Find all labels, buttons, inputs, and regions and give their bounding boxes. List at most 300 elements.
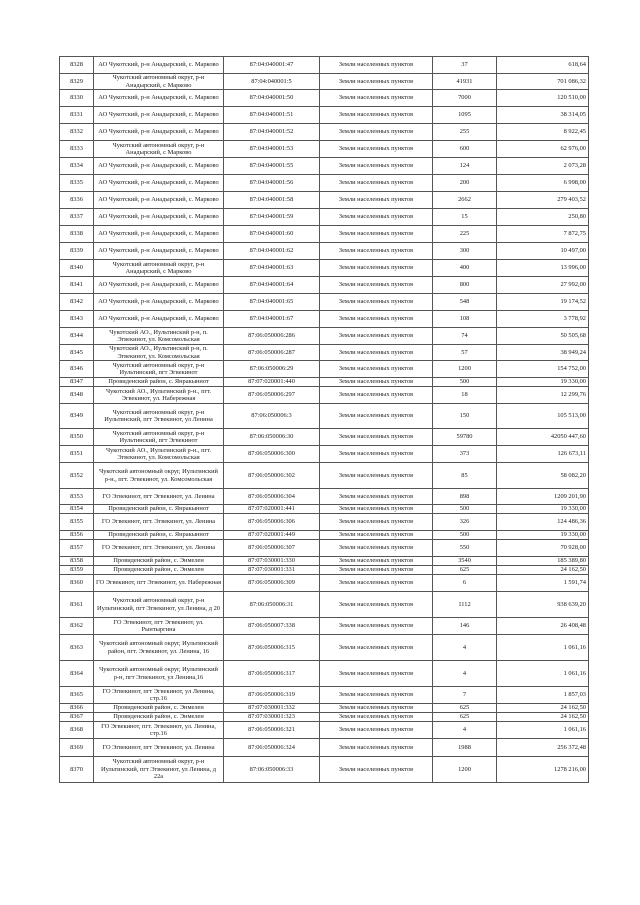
row-address: АО Чукотский, р-н Анадырский, с. Марково bbox=[94, 57, 224, 74]
table-row bbox=[60, 226, 589, 243]
row-cadastral-number: 87:06:050006:319 bbox=[224, 687, 320, 704]
row-cadastral-value: 618,64 bbox=[497, 57, 589, 74]
row-number: 8355 bbox=[60, 514, 94, 531]
row-land-category: Земли населенных пунктов bbox=[320, 158, 433, 175]
row-address: Чукотский АО., Иультинский р-н., пгт. Эгвекинот, ул. Набережная bbox=[94, 387, 224, 404]
row-cadastral-value: 6 998,00 bbox=[497, 175, 589, 192]
row-land-category: Земли населенных пунктов bbox=[320, 704, 433, 713]
table-row bbox=[60, 328, 589, 345]
row-cadastral-value: 24 162,50 bbox=[497, 713, 589, 722]
table-row bbox=[60, 661, 589, 687]
row-cadastral-value: 19 330,00 bbox=[497, 505, 589, 514]
row-address: Чукотский автономный округ, Иультинский р-н, пгт Эгвекинот, ул Ленина,16 bbox=[94, 661, 224, 687]
row-cadastral-value: 105 513,00 bbox=[497, 404, 589, 429]
row-area: 124 bbox=[433, 158, 497, 175]
row-land-category: Земли населенных пунктов bbox=[320, 243, 433, 260]
row-cadastral-number: 87:06:050006:31 bbox=[224, 592, 320, 618]
table-row bbox=[60, 378, 589, 387]
table-row bbox=[60, 57, 589, 74]
row-cadastral-number: 87:04:040001:52 bbox=[224, 124, 320, 141]
row-number: 8362 bbox=[60, 618, 94, 635]
land-register-table bbox=[59, 56, 589, 783]
table-row bbox=[60, 209, 589, 226]
row-address: ГО Эгвекинот, пгт Эгвекинот, ул Ленина, стр.16 bbox=[94, 687, 224, 704]
table-row bbox=[60, 592, 589, 618]
row-land-category: Земли населенных пунктов bbox=[320, 722, 433, 739]
row-area: 500 bbox=[433, 378, 497, 387]
row-address: Чукотский автономный округ, р-н Иультинский, пгт Эгвекинот, ул Ленина bbox=[94, 404, 224, 429]
row-area: 150 bbox=[433, 404, 497, 429]
row-address: АО Чукотский, р-н Анадырский, с. Марково bbox=[94, 209, 224, 226]
row-address: Чукотский АО., Иультинский р-н, п. Эгвекинот, ул. Комсомольская bbox=[94, 328, 224, 345]
row-cadastral-number: 87:07:030001:331 bbox=[224, 566, 320, 575]
row-address: Провиденский район, с. Янракыннот bbox=[94, 378, 224, 387]
row-number: 8354 bbox=[60, 505, 94, 514]
row-cadastral-number: 87:04:040001:64 bbox=[224, 277, 320, 294]
row-address: ГО Эгвекинот, пгт Эгвекинот, ул. Ленина bbox=[94, 739, 224, 757]
row-land-category: Земли населенных пунктов bbox=[320, 378, 433, 387]
row-land-category: Земли населенных пунктов bbox=[320, 404, 433, 429]
row-land-category: Земли населенных пунктов bbox=[320, 446, 433, 463]
row-cadastral-value: 8 922,45 bbox=[497, 124, 589, 141]
row-address: Чукотский автономный округ, р-н Иультинский, пгт Эгвекинот, ул Ленина, д 22а bbox=[94, 757, 224, 783]
row-cadastral-number: 87:06:050006:309 bbox=[224, 575, 320, 592]
row-area: 4 bbox=[433, 635, 497, 661]
row-land-category: Земли населенных пунктов bbox=[320, 175, 433, 192]
row-area: 225 bbox=[433, 226, 497, 243]
row-number: 8342 bbox=[60, 294, 94, 311]
row-cadastral-number: 87:06:050006:3 bbox=[224, 404, 320, 429]
row-cadastral-number: 87:04:040001:53 bbox=[224, 141, 320, 158]
row-cadastral-number: 87:04:040001:51 bbox=[224, 107, 320, 124]
table-row bbox=[60, 618, 589, 635]
row-cadastral-value: 1 061,16 bbox=[497, 661, 589, 687]
row-address: ГО Эгвекинот, пгт Эгвекинот, ул. Набережная bbox=[94, 575, 224, 592]
row-cadastral-number: 87:06:050007:338 bbox=[224, 618, 320, 635]
row-area: 550 bbox=[433, 540, 497, 557]
row-number: 8350 bbox=[60, 429, 94, 446]
table-row bbox=[60, 704, 589, 713]
row-cadastral-number: 87:04:040001:63 bbox=[224, 260, 320, 277]
row-address: ГО Эгвекинот, пгт. Эгвекинот, ул. Ленина bbox=[94, 514, 224, 531]
row-cadastral-value: 42050 447,60 bbox=[497, 429, 589, 446]
row-cadastral-number: 87:04:040001:67 bbox=[224, 311, 320, 328]
row-area: 1200 bbox=[433, 361, 497, 378]
row-area: 74 bbox=[433, 328, 497, 345]
row-number: 8344 bbox=[60, 328, 94, 345]
row-land-category: Земли населенных пунктов bbox=[320, 489, 433, 505]
row-cadastral-value: 1 591,74 bbox=[497, 575, 589, 592]
row-land-category: Земли населенных пунктов bbox=[320, 592, 433, 618]
row-cadastral-value: 24 162,50 bbox=[497, 566, 589, 575]
row-cadastral-number: 87:06:050006:315 bbox=[224, 635, 320, 661]
row-cadastral-value: 27 992,00 bbox=[497, 277, 589, 294]
row-area: 1200 bbox=[433, 757, 497, 783]
table-row bbox=[60, 141, 589, 158]
row-land-category: Земли населенных пунктов bbox=[320, 540, 433, 557]
row-address: Чукотский АО., Иультинский р-н, п. Эгвекинот, ул. Комсомольская bbox=[94, 345, 224, 361]
row-area: 85 bbox=[433, 463, 497, 489]
row-cadastral-number: 87:07:030001:323 bbox=[224, 713, 320, 722]
table-row bbox=[60, 566, 589, 575]
row-land-category: Земли населенных пунктов bbox=[320, 531, 433, 540]
row-land-category: Земли населенных пунктов bbox=[320, 260, 433, 277]
row-number: 8343 bbox=[60, 311, 94, 328]
table-row bbox=[60, 311, 589, 328]
row-cadastral-number: 87:06:050006:29 bbox=[224, 361, 320, 378]
row-cadastral-number: 87:04:040001:60 bbox=[224, 226, 320, 243]
row-cadastral-number: 87:06:050006:321 bbox=[224, 722, 320, 739]
row-area: 625 bbox=[433, 713, 497, 722]
row-cadastral-value: 24 162,50 bbox=[497, 704, 589, 713]
row-number: 8358 bbox=[60, 557, 94, 566]
row-cadastral-number: 87:04:040001:55 bbox=[224, 158, 320, 175]
table-row bbox=[60, 124, 589, 141]
row-address: АО Чукотский, р-н Анадырский, с. Марково bbox=[94, 311, 224, 328]
row-land-category: Земли населенных пунктов bbox=[320, 294, 433, 311]
row-address: Чукотский автономный округ, р-н Иультинский, пгт Эгвекинот, ул Ленина, д 20 bbox=[94, 592, 224, 618]
row-cadastral-number: 87:04:040001:58 bbox=[224, 192, 320, 209]
row-cadastral-number: 87:04:040001:62 bbox=[224, 243, 320, 260]
row-cadastral-number: 87:06:050006:33 bbox=[224, 757, 320, 783]
row-land-category: Земли населенных пунктов bbox=[320, 209, 433, 226]
row-area: 400 bbox=[433, 260, 497, 277]
row-area: 625 bbox=[433, 566, 497, 575]
table-row bbox=[60, 387, 589, 404]
row-cadastral-value: 58 082,20 bbox=[497, 463, 589, 489]
row-number: 8328 bbox=[60, 57, 94, 74]
table-row bbox=[60, 446, 589, 463]
row-land-category: Земли населенных пунктов bbox=[320, 635, 433, 661]
row-number: 8332 bbox=[60, 124, 94, 141]
row-cadastral-number: 87:06:050006:300 bbox=[224, 446, 320, 463]
row-cadastral-value: 13 996,00 bbox=[497, 260, 589, 277]
table-row bbox=[60, 635, 589, 661]
row-area: 7 bbox=[433, 687, 497, 704]
row-number: 8368 bbox=[60, 722, 94, 739]
row-address: Чукотский автономный округ, р-н Анадырский, с Марково bbox=[94, 260, 224, 277]
row-land-category: Земли населенных пунктов bbox=[320, 514, 433, 531]
table-row bbox=[60, 575, 589, 592]
row-area: 57 bbox=[433, 345, 497, 361]
row-land-category: Земли населенных пунктов bbox=[320, 505, 433, 514]
row-land-category: Земли населенных пунктов bbox=[320, 311, 433, 328]
row-cadastral-number: 87:06:050006:304 bbox=[224, 489, 320, 505]
row-land-category: Земли населенных пунктов bbox=[320, 192, 433, 209]
row-cadastral-value: 1209 201,90 bbox=[497, 489, 589, 505]
row-cadastral-value: 50 505,68 bbox=[497, 328, 589, 345]
row-address: Чукотский автономный округ, р-н Иультинский, пгт Эгвекинот bbox=[94, 429, 224, 446]
row-number: 8329 bbox=[60, 74, 94, 90]
row-address: ГО Эгвекинот, пгт. Эгвекинот, ул. Ленина, стр.16 bbox=[94, 722, 224, 739]
row-area: 300 bbox=[433, 243, 497, 260]
row-area: 7000 bbox=[433, 90, 497, 107]
row-cadastral-value: 38 314,05 bbox=[497, 107, 589, 124]
row-cadastral-value: 62 976,00 bbox=[497, 141, 589, 158]
row-cadastral-value: 70 928,00 bbox=[497, 540, 589, 557]
row-number: 8351 bbox=[60, 446, 94, 463]
row-number: 8370 bbox=[60, 757, 94, 783]
row-cadastral-value: 38 949,24 bbox=[497, 345, 589, 361]
row-area: 1988 bbox=[433, 739, 497, 757]
table-row bbox=[60, 294, 589, 311]
table-row bbox=[60, 107, 589, 124]
table-row bbox=[60, 687, 589, 704]
row-number: 8334 bbox=[60, 158, 94, 175]
table-row bbox=[60, 757, 589, 783]
row-area: 255 bbox=[433, 124, 497, 141]
row-address: АО Чукотский, р-н Анадырский, с. Марково bbox=[94, 175, 224, 192]
row-cadastral-value: 1 061,16 bbox=[497, 722, 589, 739]
row-land-category: Земли населенных пунктов bbox=[320, 618, 433, 635]
row-cadastral-number: 87:06:050006:30 bbox=[224, 429, 320, 446]
row-land-category: Земли населенных пунктов bbox=[320, 557, 433, 566]
row-area: 4 bbox=[433, 722, 497, 739]
row-land-category: Земли населенных пунктов bbox=[320, 429, 433, 446]
row-number: 8341 bbox=[60, 277, 94, 294]
row-cadastral-number: 87:07:020001:441 bbox=[224, 505, 320, 514]
row-area: 548 bbox=[433, 294, 497, 311]
row-area: 37 bbox=[433, 57, 497, 74]
row-land-category: Земли населенных пунктов bbox=[320, 345, 433, 361]
row-number: 8367 bbox=[60, 713, 94, 722]
table-row bbox=[60, 361, 589, 378]
row-cadastral-value: 938 639,20 bbox=[497, 592, 589, 618]
row-area: 600 bbox=[433, 141, 497, 158]
row-cadastral-number: 87:04:040001:47 bbox=[224, 57, 320, 74]
row-address: АО Чукотский, р-н Анадырский, с. Марково bbox=[94, 90, 224, 107]
row-cadastral-value: 701 086,32 bbox=[497, 74, 589, 90]
table-row bbox=[60, 260, 589, 277]
row-area: 6 bbox=[433, 575, 497, 592]
row-address: АО Чукотский, р-н Анадырский, с. Марково bbox=[94, 243, 224, 260]
table-row bbox=[60, 404, 589, 429]
row-number: 8347 bbox=[60, 378, 94, 387]
row-land-category: Земли населенных пунктов bbox=[320, 387, 433, 404]
row-address: ГО Эгвекинот, пгт Эгвекинот, ул. Ленина bbox=[94, 489, 224, 505]
row-land-category: Земли населенных пунктов bbox=[320, 566, 433, 575]
row-number: 8330 bbox=[60, 90, 94, 107]
row-cadastral-value: 1 857,03 bbox=[497, 687, 589, 704]
row-number: 8369 bbox=[60, 739, 94, 757]
row-land-category: Земли населенных пунктов bbox=[320, 74, 433, 90]
table-row bbox=[60, 429, 589, 446]
row-address: АО Чукотский, р-н Анадырский, с. Марково bbox=[94, 124, 224, 141]
row-address: Провиденский район, с. Энмелен bbox=[94, 557, 224, 566]
row-cadastral-value: 19 174,52 bbox=[497, 294, 589, 311]
table-row bbox=[60, 192, 589, 209]
row-address: Чукотский АО., Иультинский р-н., пгт. Эгвекинот, ул. Комсомольская bbox=[94, 446, 224, 463]
table-row bbox=[60, 514, 589, 531]
row-address: Чукотский автономный округ, Иультинский р-н., пгт. Эгвекинот, ул. Комсомольская bbox=[94, 463, 224, 489]
row-cadastral-value: 154 752,00 bbox=[497, 361, 589, 378]
row-address: АО Чукотский, р-н Анадырский, с. Марково bbox=[94, 107, 224, 124]
table-row bbox=[60, 90, 589, 107]
table-row bbox=[60, 531, 589, 540]
row-cadastral-value: 120 510,00 bbox=[497, 90, 589, 107]
row-area: 18 bbox=[433, 387, 497, 404]
row-cadastral-number: 87:06:050006:306 bbox=[224, 514, 320, 531]
row-area: 1095 bbox=[433, 107, 497, 124]
row-address: Чукотский автономный округ, р-н Анадырский, с Марково bbox=[94, 74, 224, 90]
row-area: 59780 bbox=[433, 429, 497, 446]
row-cadastral-number: 87:07:030001:332 bbox=[224, 704, 320, 713]
row-address: Чукотский автономный округ, р-н Анадырский, с Марково bbox=[94, 141, 224, 158]
row-address: Чукотский автономный округ, Иультинский район, пгт. Эгвекинот, ул. Ленина, 16 bbox=[94, 635, 224, 661]
row-address: Провиденский район, с. Янракыннот bbox=[94, 505, 224, 514]
row-number: 8356 bbox=[60, 531, 94, 540]
row-land-category: Земли населенных пунктов bbox=[320, 361, 433, 378]
row-number: 8361 bbox=[60, 592, 94, 618]
row-cadastral-number: 87:06:050006:324 bbox=[224, 739, 320, 757]
table-body bbox=[60, 57, 589, 783]
row-number: 8331 bbox=[60, 107, 94, 124]
row-cadastral-number: 87:07:020001:440 bbox=[224, 378, 320, 387]
row-cadastral-value: 7 872,75 bbox=[497, 226, 589, 243]
table-row bbox=[60, 175, 589, 192]
table-row bbox=[60, 345, 589, 361]
row-address: АО Чукотский, р-н Анадырский, с. Марково bbox=[94, 158, 224, 175]
row-land-category: Земли населенных пунктов bbox=[320, 328, 433, 345]
row-number: 8353 bbox=[60, 489, 94, 505]
row-area: 800 bbox=[433, 277, 497, 294]
row-cadastral-number: 87:04:040001:50 bbox=[224, 90, 320, 107]
table-row bbox=[60, 489, 589, 505]
row-number: 8349 bbox=[60, 404, 94, 429]
row-land-category: Земли населенных пунктов bbox=[320, 661, 433, 687]
row-number: 8364 bbox=[60, 661, 94, 687]
row-cadastral-value: 124 486,36 bbox=[497, 514, 589, 531]
row-cadastral-value: 1278 216,00 bbox=[497, 757, 589, 783]
row-address: Провиденский район, с. Энмелен bbox=[94, 713, 224, 722]
row-area: 1112 bbox=[433, 592, 497, 618]
row-area: 146 bbox=[433, 618, 497, 635]
table-row bbox=[60, 243, 589, 260]
row-number: 8336 bbox=[60, 192, 94, 209]
row-land-category: Земли населенных пунктов bbox=[320, 757, 433, 783]
row-cadastral-number: 87:06:050006:307 bbox=[224, 540, 320, 557]
row-land-category: Земли населенных пунктов bbox=[320, 713, 433, 722]
table-row bbox=[60, 463, 589, 489]
row-cadastral-value: 19 330,00 bbox=[497, 531, 589, 540]
row-cadastral-value: 19 330,00 bbox=[497, 378, 589, 387]
row-number: 8348 bbox=[60, 387, 94, 404]
row-land-category: Земли населенных пунктов bbox=[320, 463, 433, 489]
row-land-category: Земли населенных пунктов bbox=[320, 57, 433, 74]
row-address: Чукотский автономный округ, р-н Иультинский, пгт Эгвекинот bbox=[94, 361, 224, 378]
row-address: АО Чукотский, р-н Анадырский, с. Марково bbox=[94, 192, 224, 209]
row-land-category: Земли населенных пунктов bbox=[320, 90, 433, 107]
row-number: 8366 bbox=[60, 704, 94, 713]
row-area: 3540 bbox=[433, 557, 497, 566]
table-row bbox=[60, 739, 589, 757]
row-area: 898 bbox=[433, 489, 497, 505]
row-number: 8352 bbox=[60, 463, 94, 489]
row-number: 8345 bbox=[60, 345, 94, 361]
row-cadastral-value: 26 408,48 bbox=[497, 618, 589, 635]
row-number: 8346 bbox=[60, 361, 94, 378]
row-number: 8360 bbox=[60, 575, 94, 592]
row-number: 8339 bbox=[60, 243, 94, 260]
row-number: 8338 bbox=[60, 226, 94, 243]
row-cadastral-value: 185 389,80 bbox=[497, 557, 589, 566]
row-cadastral-number: 87:04:040001:56 bbox=[224, 175, 320, 192]
row-land-category: Земли населенных пунктов bbox=[320, 575, 433, 592]
table-row bbox=[60, 713, 589, 722]
row-address: АО Чукотский, р-н Анадырский, с. Марково bbox=[94, 277, 224, 294]
row-cadastral-value: 1 061,16 bbox=[497, 635, 589, 661]
table-row bbox=[60, 722, 589, 739]
row-number: 8335 bbox=[60, 175, 94, 192]
table-row bbox=[60, 540, 589, 557]
table-row bbox=[60, 74, 589, 90]
row-cadastral-value: 256 372,48 bbox=[497, 739, 589, 757]
table-row bbox=[60, 505, 589, 514]
row-address: ГО Эгвекинот, пгт. Эгвекинот, ул. Ленина bbox=[94, 540, 224, 557]
row-land-category: Земли населенных пунктов bbox=[320, 124, 433, 141]
row-area: 373 bbox=[433, 446, 497, 463]
row-land-category: Земли населенных пунктов bbox=[320, 739, 433, 757]
row-area: 41931 bbox=[433, 74, 497, 90]
row-number: 8333 bbox=[60, 141, 94, 158]
row-cadastral-value: 279 403,52 bbox=[497, 192, 589, 209]
row-address: Провиденский район, с. Энмелен bbox=[94, 566, 224, 575]
table-row bbox=[60, 277, 589, 294]
row-cadastral-number: 87:07:020001:449 bbox=[224, 531, 320, 540]
row-address: Провиденский район, с. Янракыннот bbox=[94, 531, 224, 540]
row-cadastral-value: 12 299,76 bbox=[497, 387, 589, 404]
row-number: 8365 bbox=[60, 687, 94, 704]
table-row bbox=[60, 557, 589, 566]
row-cadastral-value: 2 073,28 bbox=[497, 158, 589, 175]
row-address: АО Чукотский, р-н Анадырский, с. Марково bbox=[94, 294, 224, 311]
row-area: 200 bbox=[433, 175, 497, 192]
row-cadastral-value: 10 497,00 bbox=[497, 243, 589, 260]
row-area: 108 bbox=[433, 311, 497, 328]
row-land-category: Земли населенных пунктов bbox=[320, 226, 433, 243]
row-cadastral-value: 126 673,11 bbox=[497, 446, 589, 463]
row-cadastral-number: 87:04:040001:65 bbox=[224, 294, 320, 311]
row-area: 500 bbox=[433, 505, 497, 514]
row-cadastral-value: 250,80 bbox=[497, 209, 589, 226]
row-land-category: Земли населенных пунктов bbox=[320, 687, 433, 704]
row-area: 500 bbox=[433, 531, 497, 540]
row-cadastral-number: 87:04:040001:59 bbox=[224, 209, 320, 226]
row-area: 326 bbox=[433, 514, 497, 531]
table-row bbox=[60, 158, 589, 175]
row-address: Провиденский район, с. Энмелен bbox=[94, 704, 224, 713]
row-cadastral-number: 87:06:050006:297 bbox=[224, 387, 320, 404]
row-cadastral-number: 87:07:030001:330 bbox=[224, 557, 320, 566]
row-land-category: Земли населенных пунктов bbox=[320, 141, 433, 158]
row-cadastral-number: 87:06:050006:286 bbox=[224, 328, 320, 345]
row-cadastral-number: 87:06:050006:302 bbox=[224, 463, 320, 489]
row-cadastral-number: 87:06:050006:317 bbox=[224, 661, 320, 687]
row-number: 8363 bbox=[60, 635, 94, 661]
row-area: 625 bbox=[433, 704, 497, 713]
row-area: 4 bbox=[433, 661, 497, 687]
row-cadastral-number: 87:04:040001:5 bbox=[224, 74, 320, 90]
row-land-category: Земли населенных пунктов bbox=[320, 107, 433, 124]
row-cadastral-value: 3 778,92 bbox=[497, 311, 589, 328]
row-land-category: Земли населенных пунктов bbox=[320, 277, 433, 294]
row-number: 8357 bbox=[60, 540, 94, 557]
row-number: 8359 bbox=[60, 566, 94, 575]
row-number: 8337 bbox=[60, 209, 94, 226]
row-area: 2662 bbox=[433, 192, 497, 209]
row-area: 15 bbox=[433, 209, 497, 226]
row-number: 8340 bbox=[60, 260, 94, 277]
